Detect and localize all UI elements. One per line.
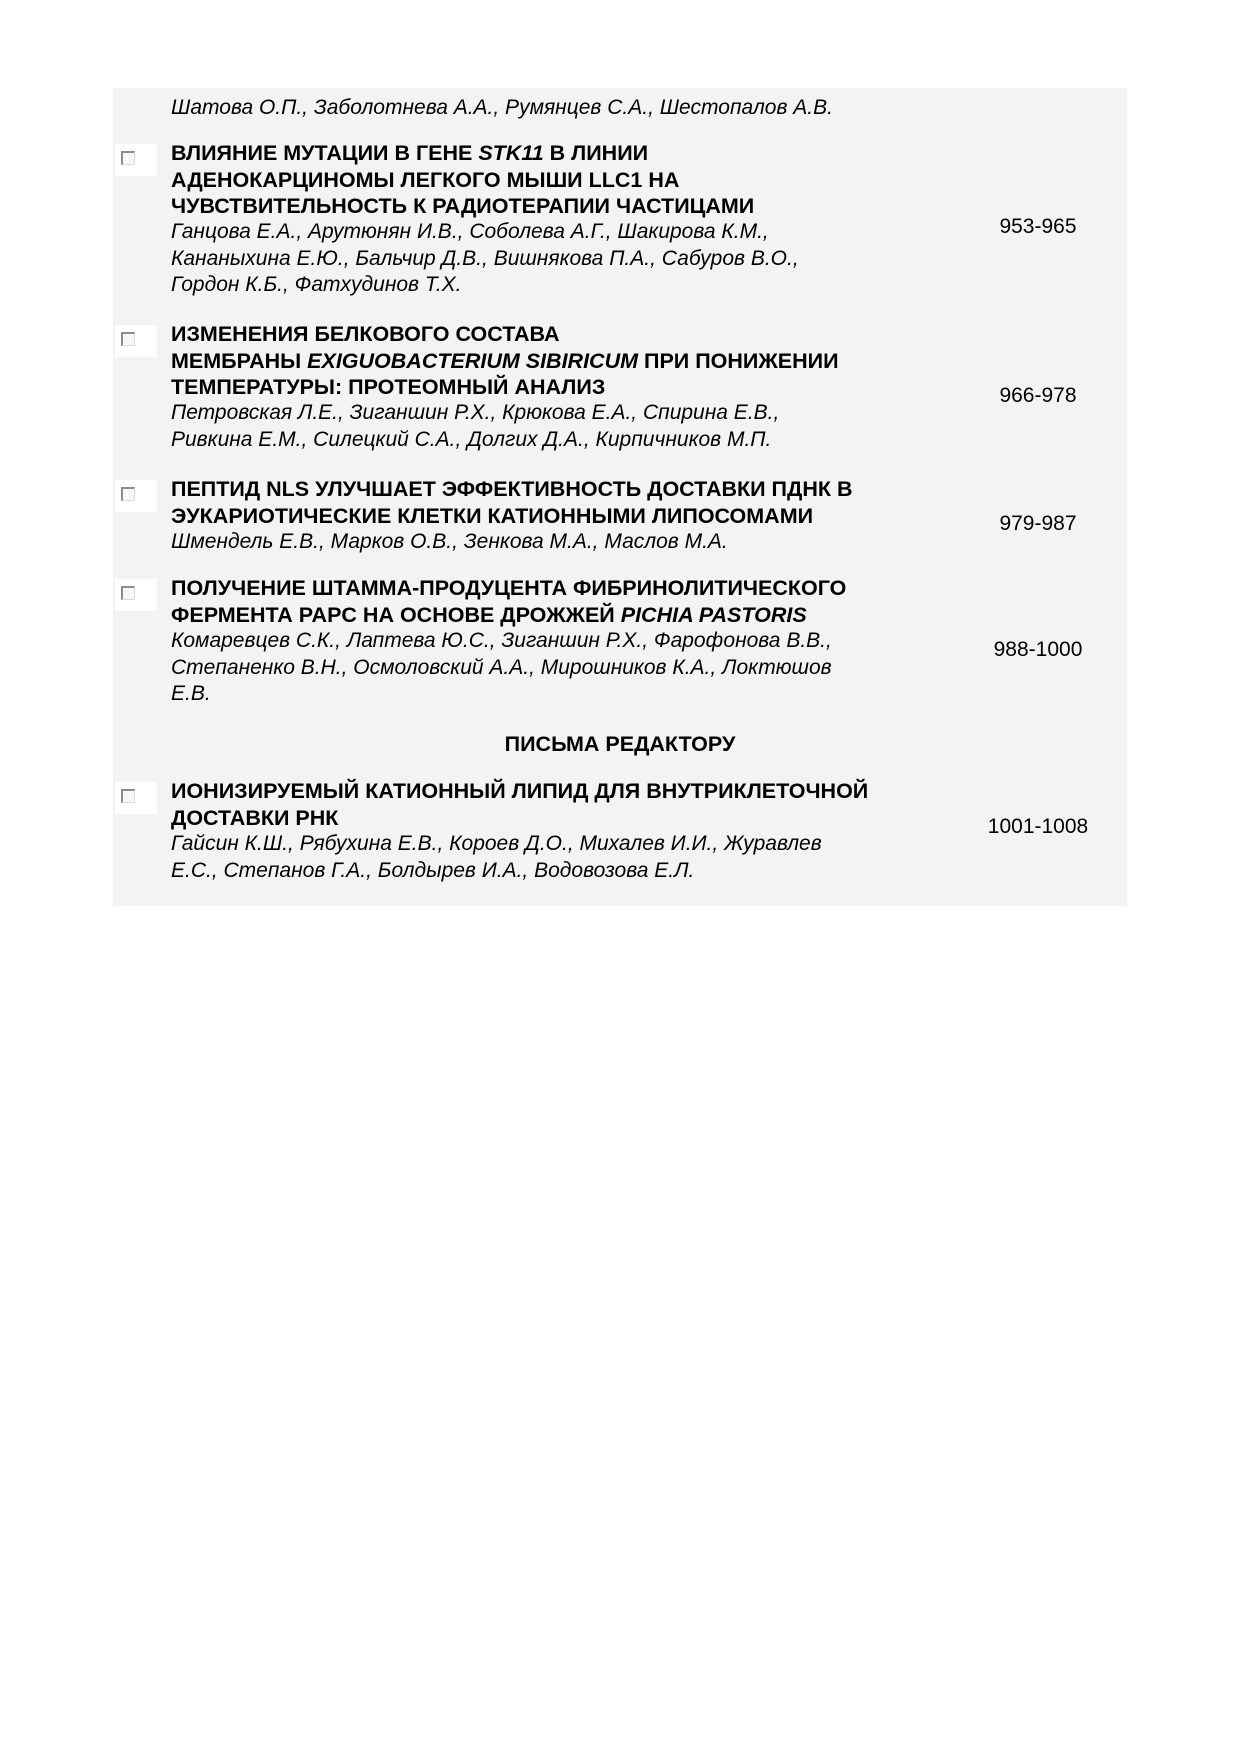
title-line: ПОЛУЧЕНИЕ ШТАММА-ПРОДУЦЕНТА ФИБРИНОЛИТИЧЕСКОГО xyxy=(171,576,847,600)
page-range: 953-965 xyxy=(999,215,1077,238)
article-authors xyxy=(171,628,951,708)
article-authors xyxy=(171,219,951,299)
title-line: МЕМБРАНЫ EXIGUOBACTERIUM SIBIRICUM ПРИ ПОНИЖЕНИИ xyxy=(171,348,839,373)
article-authors xyxy=(171,831,951,884)
article-authors xyxy=(171,529,951,556)
checkbox-icon[interactable] xyxy=(115,325,157,357)
section-heading: ПИСЬМА РЕДАКТОРУ xyxy=(504,732,736,756)
article-authors xyxy=(171,400,951,453)
checkbox-icon[interactable] xyxy=(115,579,157,611)
authors-line: Степаненко В.Н., Осмоловский А.А., Мирошников К.А., Локтюшов xyxy=(171,655,832,679)
title-line: ФЕРМЕНТА PAPC НА ОСНОВЕ ДРОЖЖЕЙ PICHIA PASTORIS xyxy=(171,602,807,627)
article-title[interactable] xyxy=(171,140,951,220)
checkbox-icon[interactable] xyxy=(115,480,157,512)
page-range: 988-1000 xyxy=(993,638,1083,661)
article-authors xyxy=(171,95,951,122)
authors-line: Гордон К.Б., Фатхудинов Т.Х. xyxy=(171,273,462,296)
title-line: ЭУКАРИОТИЧЕСКИЕ КЛЕТКИ КАТИОННЫМИ ЛИПОСОМАМИ xyxy=(171,503,814,528)
page-range: 979-987 xyxy=(999,512,1077,535)
table-of-contents xyxy=(113,88,1127,906)
page-range: 966-978 xyxy=(999,384,1077,407)
authors-line: Кананыхина Е.Ю., Бальчир Д.В., Вишнякова П.А., Сабуров В.О., xyxy=(171,246,799,270)
title-line: АДЕНОКАРЦИНОМЫ ЛЕГКОГО МЫШИ LLC1 НА xyxy=(171,167,680,192)
checkbox-icon[interactable] xyxy=(115,144,157,176)
title-line: ПЕПТИД NLS УЛУЧШАЕТ ЭФФЕКТИВНОСТЬ ДОСТАВКИ ПДНК В xyxy=(171,477,853,501)
article-title[interactable] xyxy=(171,321,951,401)
checkbox-icon[interactable] xyxy=(115,782,157,814)
authors-line: Шатова О.П., Заболотнева А.А., Румянцев С.А., Шестопалов А.В. xyxy=(171,96,833,119)
title-line: ИОНИЗИРУЕМЫЙ КАТИОННЫЙ ЛИПИД ДЛЯ ВНУТРИКЛЕТОЧНОЙ xyxy=(171,779,869,803)
title-line: ВЛИЯНИЕ МУТАЦИИ В ГЕНЕ STK11 В ЛИНИИ xyxy=(171,141,649,165)
article-title[interactable] xyxy=(171,778,951,831)
authors-line: Гайсин К.Ш., Рябухина Е.В., Короев Д.О., Михалев И.И., Журавлев xyxy=(171,832,822,855)
title-line: ИЗМЕНЕНИЯ БЕЛКОВОГО СОСТАВА xyxy=(171,322,560,346)
page-range: 1001-1008 xyxy=(987,815,1089,838)
authors-line: Ганцова Е.А., Арутюнян И.В., Соболева А.Г., Шакирова К.М., xyxy=(171,220,769,243)
article-title[interactable] xyxy=(171,476,951,529)
authors-line: Шмендель Е.В., Марков О.В., Зенкова М.А., Маслов М.А. xyxy=(171,530,728,553)
title-line: ЧУВСТВИТЕЛЬНОСТЬ К РАДИОТЕРАПИИ ЧАСТИЦАМИ xyxy=(171,194,755,218)
title-line: ТЕМПЕРАТУРЫ: ПРОТЕОМНЫЙ АНАЛИЗ xyxy=(171,375,606,399)
article-title[interactable] xyxy=(171,575,951,628)
authors-line: Комаревцев С.К., Лаптева Ю.С., Зиганшин Р.Х., Фарофонова В.В., xyxy=(171,629,832,652)
authors-line: Ривкина Е.М., Силецкий С.А., Долгих Д.А., Кирпичников М.П. xyxy=(171,427,772,451)
authors-line: Е.С., Степанов Г.А., Болдырев И.А., Водовозова Е.Л. xyxy=(171,858,695,882)
authors-line: Е.В. xyxy=(171,682,211,705)
authors-line: Петровская Л.Е., Зиганшин Р.Х., Крюкова Е.А., Спирина Е.В., xyxy=(171,401,780,424)
title-line: ДОСТАВКИ РНК xyxy=(171,805,339,830)
